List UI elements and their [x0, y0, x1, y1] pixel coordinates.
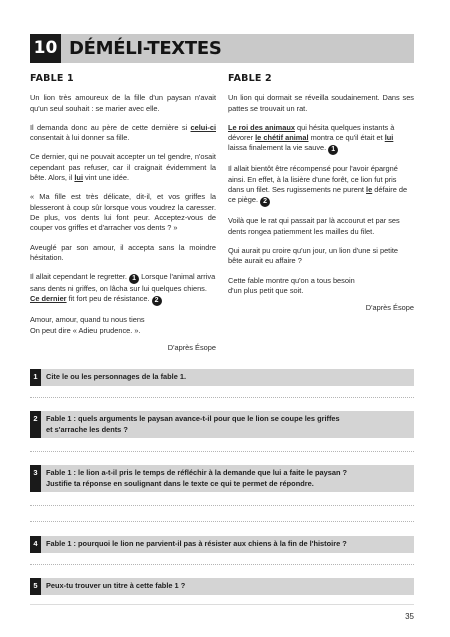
question-text: Fable 1 : quels arguments le paysan avance-t-il pour que le lion se coupe les griffes et s'arrache les dents ?: [46, 414, 340, 434]
question-text: Fable 1 : le lion a-t-il pris le temps de réfléchir à la demande que lui a faite le paysan ? Justifie ta réponse en soulignant dans le texte ce qui te permet de répondre.: [46, 468, 348, 488]
highlighted-word: lui: [384, 133, 394, 143]
question-4: [30, 536, 414, 553]
fable-2-paragraph-1: Un lion qui dormait se réveilla soudainement. Dans ses pattes se trouvait un rat.: [228, 93, 414, 113]
question-number: 4: [30, 536, 41, 553]
marker-1: 1: [129, 274, 139, 284]
question-number: 3: [30, 465, 41, 492]
answer-line[interactable]: [30, 521, 414, 522]
fable-1-paragraph-6: Il allait cependant le regretter. 1 Lorsque l'animal arriva sans dents ni griffes, on lâcha sur lui quelques chiens. Ce dernier fit fort peu de résistance. 2: [30, 272, 216, 305]
fable-2-source: D'après Ésope: [365, 303, 414, 313]
fable-1-paragraph-4: « Ma fille est très délicate, dit-il, et vos griffes la blesseront à coup sûr lorsque vous voudrez la caresser. De plus, vos dents lui font peur. Acceptez-vous de couper vos griffes et d'arracher vos dents ? »: [30, 192, 216, 233]
page-number: 35: [405, 612, 414, 621]
highlighted-word: le chétif animal: [255, 133, 309, 143]
question-text: Fable 1 : pourquoi le lion ne parvient-il pas à résister aux chiens à la fin de l'histoire ?: [46, 539, 347, 548]
fable-2-title: FABLE 2: [228, 73, 272, 84]
fable-2-paragraph-4: Voilà que le rat qui passait par là accourut et par ses dents rongea patiemment les mailles du filet.: [228, 216, 400, 236]
question-2: [30, 411, 414, 438]
highlighted-word: le: [366, 185, 373, 195]
answer-line[interactable]: [30, 604, 414, 605]
fable-1-source: D'après Ésope: [167, 343, 216, 353]
answer-line[interactable]: [30, 451, 414, 452]
answer-line[interactable]: [30, 397, 414, 398]
fable-2-column: [228, 74, 414, 322]
fable-2-paragraph-2: Le roi des animaux qui hésita quelques instants à dévorer le chétif animal montra ce qu'il était et lui laissa finalement la vie sauve. 1: [228, 122, 395, 154]
highlighted-word: lui: [74, 173, 83, 183]
fable-1-paragraph-2: Il demanda donc au père de cette dernière si celui-ci consentait à lui donner sa fille.: [30, 122, 216, 143]
fable-1-paragraph-3: Ce dernier, qui ne pouvait accepter un tel gendre, n'osait cependant pas refuser, car il craignait évidemment la bête. Alors, il lui vint une idée.: [30, 152, 216, 183]
question-1: [30, 369, 414, 386]
answer-line[interactable]: [30, 505, 414, 506]
question-5: [30, 578, 414, 595]
marker-1: 1: [328, 145, 338, 155]
marker-2: 2: [260, 197, 270, 207]
fable-1-column: [30, 74, 216, 362]
fable-2-paragraph-3: Il allait bientôt être récompensé pour l'avoir épargné ainsi. En effet, à la lisière d'une forêt, ce lion fut pris dans un filet. Ses rugissements ne purent le défaire de ce piège. 2: [228, 164, 408, 206]
marker-2: 2: [152, 296, 162, 306]
question-number: 5: [30, 578, 41, 595]
fable-1-paragraph-5: Aveuglé par son amour, il accepta sans la moindre hésitation.: [30, 242, 216, 262]
fable-1-moral: Amour, amour, quand tu nous tiens On peut dire « Adieu prudence. ».: [30, 315, 145, 335]
fable-1-title: FABLE 1: [30, 73, 74, 84]
exercise-number: 10: [30, 34, 61, 63]
highlighted-word: Ce dernier: [30, 294, 67, 304]
question-text: Cite le ou les personnages de la fable 1.: [46, 372, 187, 381]
fable-2-paragraph-5: Qui aurait pu croire qu'un jour, un lion d'une si petite bête aurait eu affaire ?: [228, 245, 399, 266]
question-text: Peux-tu trouver un titre à cette fable 1 ?: [46, 581, 186, 590]
fable-2-moral: Cette fable montre qu'on a tous besoin d'un plus petit que soit.: [228, 275, 355, 295]
question-number: 1: [30, 369, 41, 386]
question-number: 2: [30, 411, 41, 438]
question-3: [30, 465, 414, 492]
fable-1-paragraph-1: Un lion très amoureux de la fille d'un paysan n'avait qu'un seul souhait : se marier avec elle.: [30, 93, 216, 113]
highlighted-word: Le roi des animaux: [228, 122, 295, 132]
highlighted-word: celui-ci: [190, 122, 216, 132]
answer-line[interactable]: [30, 564, 414, 565]
exercise-header: [30, 34, 414, 63]
exercise-title: DÉMÉLI-TEXTES: [69, 38, 222, 59]
